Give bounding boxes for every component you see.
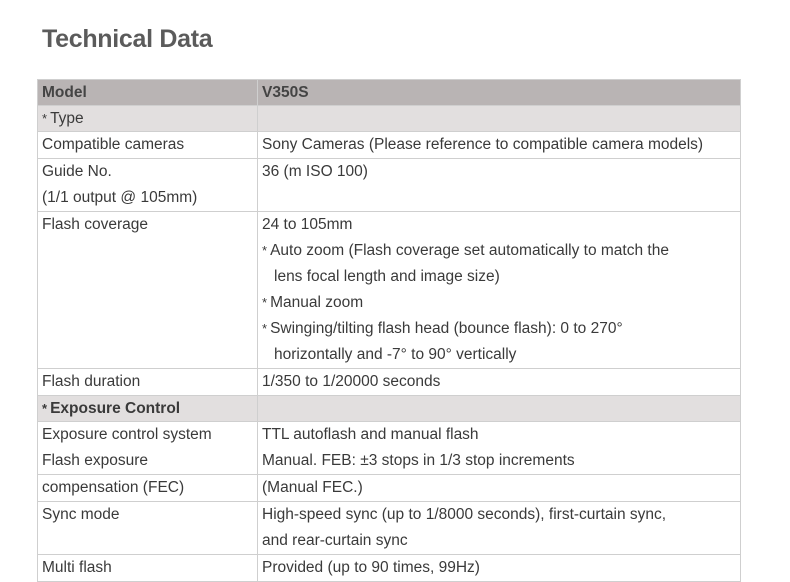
row-value-line: 24 to 105mm [262,216,353,233]
section-label-type: Type [50,110,84,127]
header-value-cell: V350S [258,80,741,106]
table-row-compatible-cameras [38,132,741,159]
row-value-line: Manual. FEB: ±3 stops in 1/3 stop increments [262,452,575,469]
bullet-line [262,316,736,342]
table-row-flash-duration [38,369,741,396]
bullet-line [262,290,736,316]
technical-data-table [37,79,741,582]
star-bullet-icon: * [262,295,268,310]
manual-zoom-text: Manual zoom [270,294,364,311]
section-row-type [38,106,741,132]
table-row-sync-mode [38,502,741,555]
row-value: Provided (up to 90 times, 99Hz) [258,555,741,582]
section-row-exposure-control [38,396,741,422]
row-value [258,502,741,555]
section-label-cell [38,106,258,132]
row-label [38,422,258,475]
row-label: Flash duration [38,369,258,396]
row-value: 36 (m ISO 100) [258,159,741,212]
auto-zoom-text: Auto zoom (Flash coverage set automatically to match the [270,242,669,259]
row-value-line: TTL autoflash and manual flash [262,426,479,443]
row-value-line: High-speed sync (up to 1/8000 seconds), first-curtain sync, [262,506,667,523]
row-label-line: Guide No. [42,163,112,180]
table-row-guide-no [38,159,741,212]
table-row-multi-flash [38,555,741,582]
table-header-row [38,80,741,106]
row-label-line: Flash exposure [42,452,148,469]
header-label-cell: Model [38,80,258,106]
star-bullet-icon: * [42,401,48,416]
star-bullet-icon: * [262,243,268,258]
row-label [38,159,258,212]
table-row-exposure-control-system [38,422,741,475]
row-value [258,422,741,475]
section-empty-cell [258,106,741,132]
row-label: Multi flash [38,555,258,582]
row-label: Flash coverage [38,212,258,369]
table-row-fec [38,475,741,502]
swing-text: Swinging/tilting flash head (bounce flash): 0 to 270° [270,320,623,337]
bullet-continuation-line: lens focal length and image size) [274,268,500,285]
table-row-flash-coverage [38,212,741,369]
bullet-continuation-line: horizontally and -7° to 90° vertically [274,346,517,363]
section-label-cell [38,396,258,422]
section-empty-cell [258,396,741,422]
row-value [258,212,741,369]
row-label-line: (1/1 output @ 105mm) [42,189,198,206]
row-label: Compatible cameras [38,132,258,159]
section-label-exposure: Exposure Control [50,400,181,417]
row-value-line: and rear-curtain sync [262,532,408,549]
page-title: Technical Data [42,25,213,53]
star-bullet-icon: * [42,111,48,126]
row-label: compensation (FEC) [38,475,258,502]
bullet-line [262,238,736,264]
star-bullet-icon: * [262,321,268,336]
row-label: Sync mode [38,502,258,555]
row-label-line: Exposure control system [42,426,212,443]
row-value: 1/350 to 1/20000 seconds [258,369,741,396]
row-value: Sony Cameras (Please reference to compatible camera models) [258,132,741,159]
row-value: (Manual FEC.) [258,475,741,502]
